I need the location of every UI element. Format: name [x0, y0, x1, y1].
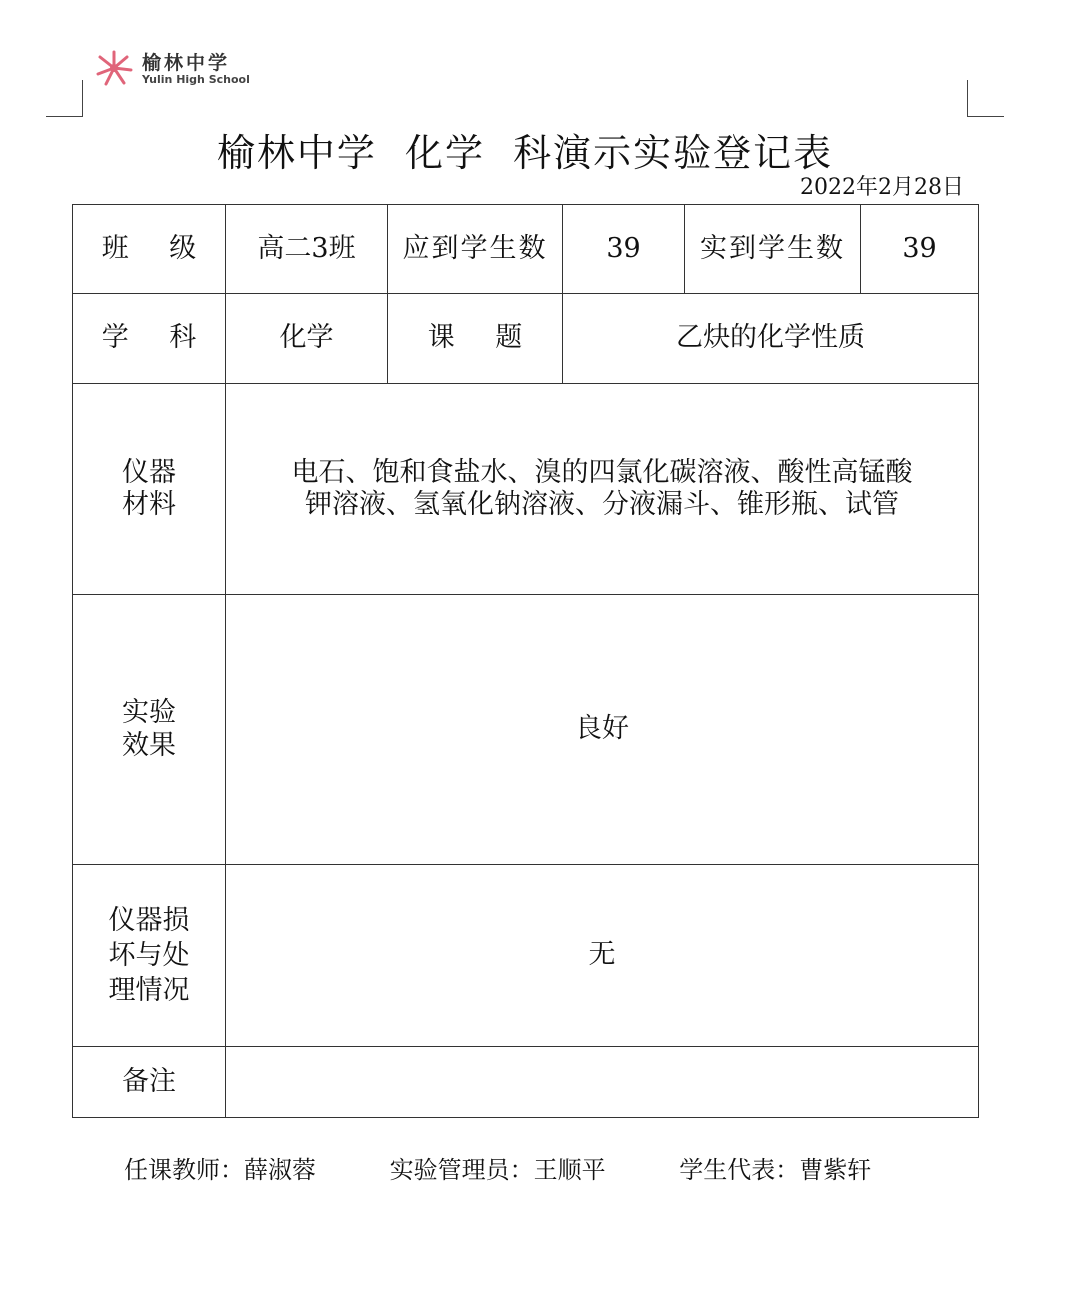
- school-logo: [94, 46, 264, 90]
- damage-label-line: 理情况: [108, 975, 190, 1007]
- signature-footer: [124, 1150, 984, 1185]
- page-title: 榆林中学 化学 科演示实验登记表: [216, 131, 834, 175]
- actual-students-label: 实到学生数: [685, 205, 861, 294]
- table-row: [73, 294, 979, 384]
- materials-line: 钾溶液、氢氧化钠溶液、分液漏斗、锥形瓶、试管: [305, 489, 899, 520]
- teacher-signature: 任课教师：薛淑蓉: [124, 1156, 316, 1184]
- record-date: 2022年2月28日: [800, 175, 964, 200]
- effect-label: [73, 595, 226, 865]
- notes-value: [226, 1047, 979, 1118]
- registration-table: [72, 204, 979, 1118]
- table-row: [73, 1047, 979, 1118]
- topic-value: 乙炔的化学性质: [563, 294, 979, 384]
- subject-value: 化学: [226, 294, 388, 384]
- materials-label: [73, 384, 226, 595]
- expected-students-value: 39: [563, 205, 685, 294]
- materials-value: [226, 384, 979, 595]
- materials-label-line: 材料: [122, 489, 176, 520]
- table-row: [73, 205, 979, 294]
- materials-line: 电石、饱和食盐水、溴的四氯化碳溶液、酸性高锰酸: [291, 456, 913, 488]
- expected-students-label: 应到学生数: [388, 205, 563, 294]
- topic-label: 课 题: [388, 294, 563, 384]
- notes-label: 备注: [73, 1047, 226, 1118]
- class-value: 高二3班: [226, 205, 388, 294]
- student-rep-signature: 学生代表：曹紫轩: [679, 1156, 872, 1184]
- effect-value: 良好: [226, 595, 979, 865]
- flower-logo-icon: [94, 48, 134, 88]
- table-row: [73, 595, 979, 865]
- effect-label-line: 效果: [122, 729, 176, 761]
- school-name-cn: 榆林中学: [142, 52, 231, 74]
- table-row: [73, 865, 979, 1047]
- corner-mark-right: [967, 80, 1004, 117]
- actual-students-value: 39: [861, 205, 979, 294]
- subject-label: 学 科: [73, 294, 226, 384]
- damage-label-line: 坏与处: [108, 939, 190, 971]
- class-label: 班 级: [73, 205, 226, 294]
- corner-mark-left: [46, 80, 83, 117]
- table-row: [73, 384, 979, 595]
- damage-value: 无: [226, 865, 979, 1047]
- damage-label-line: 仪器损: [108, 904, 190, 936]
- effect-label-line: 实验: [122, 697, 176, 729]
- damage-label: [73, 865, 226, 1047]
- school-name-en: Yulin High School: [142, 73, 250, 86]
- lab-manager-signature: 实验管理员：王顺平: [389, 1156, 606, 1184]
- materials-label-line: 仪器: [122, 456, 176, 488]
